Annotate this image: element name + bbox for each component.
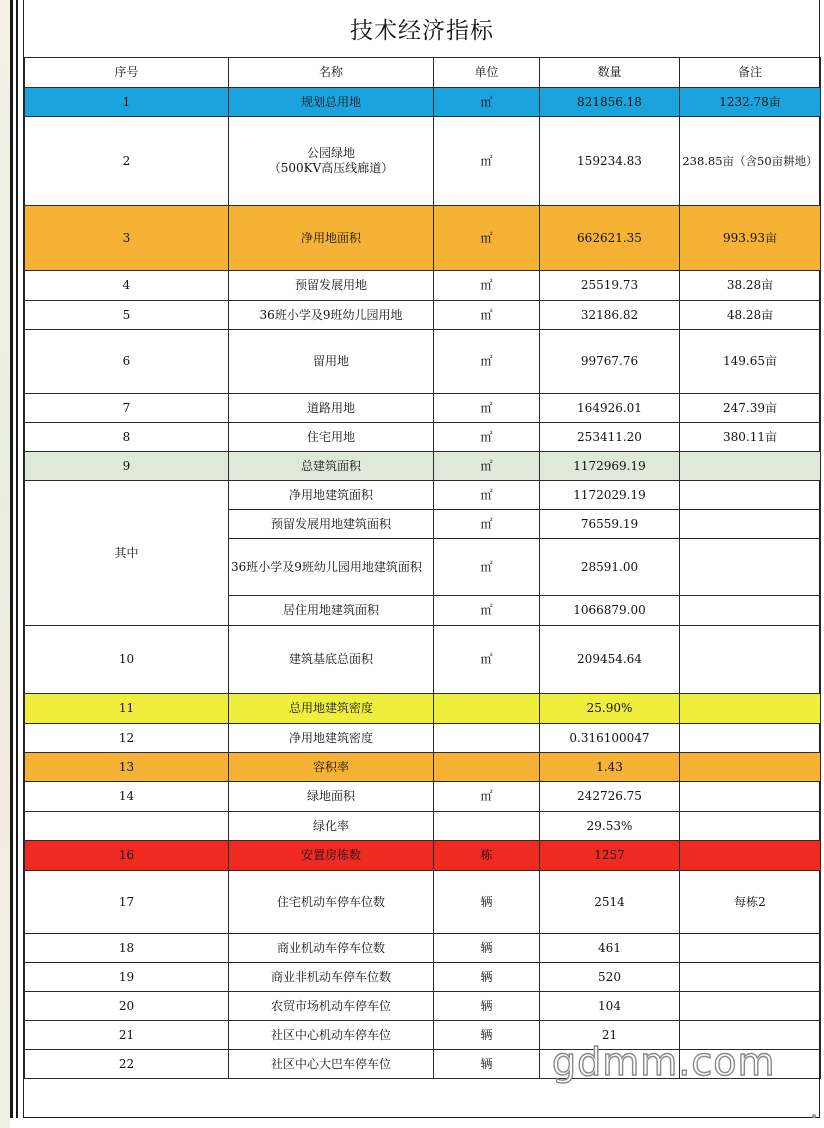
cell-note: 1232.78亩	[680, 88, 821, 117]
cell-qty: 164926.01	[540, 394, 680, 423]
cell-name-line1: 公园绿地	[306, 146, 355, 160]
cell-no: 7	[25, 394, 229, 423]
table-row	[25, 394, 821, 423]
cell-note: 149.65亩	[680, 330, 821, 394]
cell-name: 建筑基底总面积	[229, 626, 434, 694]
cell-name: 社区中心机动车停车位	[229, 1021, 434, 1050]
cell-qty: 25519.73	[540, 271, 680, 301]
cell-qty: 99767.76	[540, 330, 680, 394]
table-row	[25, 694, 821, 724]
cell-note: 38.28亩	[680, 271, 821, 301]
cell-name: 住宅用地	[229, 423, 434, 452]
cell-no: 13	[25, 753, 229, 782]
cell-unit: 辆	[434, 1050, 540, 1079]
cell-no: 3	[25, 206, 229, 271]
cell-name: 居住用地建筑面积	[229, 596, 434, 626]
table-row	[25, 934, 821, 963]
cell-name: 容积率	[229, 753, 434, 782]
cell-note	[680, 992, 821, 1021]
cell-unit: 辆	[434, 992, 540, 1021]
cell-name: 绿地面积	[229, 782, 434, 812]
table-row	[25, 452, 821, 481]
cell-name: 净用地面积	[229, 206, 434, 271]
cell-qty: 1066879.00	[540, 596, 680, 626]
cell-no: 14	[25, 782, 229, 812]
table-row	[25, 753, 821, 782]
cell-qty: 25.90%	[540, 694, 680, 724]
cell-no: 2	[25, 117, 229, 206]
header-row	[25, 58, 821, 88]
cell-name-line2: （500KV高压线廊道）	[268, 161, 394, 175]
cell-name: 绿化率	[229, 812, 434, 841]
cell-qty: 32186.82	[540, 301, 680, 330]
cell-note: 每栋2	[680, 871, 821, 934]
cell-note	[680, 452, 821, 481]
cell-no: 4	[25, 271, 229, 301]
table-row	[25, 301, 821, 330]
cell-unit: 辆	[434, 934, 540, 963]
cell-unit: ㎡	[434, 481, 540, 510]
cell-name: 留用地	[229, 330, 434, 394]
page-title: 技术经济指标	[350, 18, 494, 44]
cell-qty: 1.43	[540, 753, 680, 782]
table-row	[25, 812, 821, 841]
cell-no: 20	[25, 992, 229, 1021]
table-row	[25, 117, 821, 206]
table-row	[25, 271, 821, 301]
header-qty: 数量	[540, 58, 680, 88]
cell-note	[680, 934, 821, 963]
cell-group-label: 其中	[25, 481, 229, 626]
cell-unit	[434, 753, 540, 782]
cell-qty: 0.316100047	[540, 724, 680, 753]
cell-qty: 2514	[540, 871, 680, 934]
cell-qty: 209454.64	[540, 626, 680, 694]
cell-unit: 辆	[434, 871, 540, 934]
cell-qty: 242726.75	[540, 782, 680, 812]
table-row	[25, 330, 821, 394]
cell-qty: 21	[540, 1021, 680, 1050]
header-no: 序号	[25, 58, 229, 88]
cell-no: 5	[25, 301, 229, 330]
cell-unit	[434, 694, 540, 724]
cell-unit: ㎡	[434, 626, 540, 694]
cell-unit: ㎡	[434, 206, 540, 271]
cell-qty: 1172969.19	[540, 452, 680, 481]
cell-qty: 29.53%	[540, 812, 680, 841]
cell-unit: ㎡	[434, 271, 540, 301]
cell-no: 6	[25, 330, 229, 394]
cell-note	[680, 841, 821, 871]
cell-unit	[434, 724, 540, 753]
cell-qty: 1257	[540, 841, 680, 871]
cell-qty: 520	[540, 963, 680, 992]
frame-line-outer	[10, 0, 13, 1118]
cell-unit: ㎡	[434, 452, 540, 481]
cell-name: 预留发展用地	[229, 271, 434, 301]
table-row	[25, 963, 821, 992]
cell-no: 10	[25, 626, 229, 694]
cell-qty: 159234.83	[540, 117, 680, 206]
cell-unit: ㎡	[434, 596, 540, 626]
cell-name: 社区中心大巴车停车位	[229, 1050, 434, 1079]
background-strip	[0, 0, 10, 1128]
table-row	[25, 423, 821, 452]
cell-note	[680, 724, 821, 753]
cell-no: 22	[25, 1050, 229, 1079]
cell-unit: ㎡	[434, 394, 540, 423]
table-row	[25, 88, 821, 117]
cell-note: 247.39亩	[680, 394, 821, 423]
cell-note: 380.11亩	[680, 423, 821, 452]
table-row	[25, 626, 821, 694]
cell-no: 16	[25, 841, 229, 871]
cell-note	[680, 694, 821, 724]
header-unit: 单位	[434, 58, 540, 88]
cell-qty: 461	[540, 934, 680, 963]
cell-no: 1	[25, 88, 229, 117]
corner-mark	[812, 1114, 816, 1118]
cell-note: 993.93亩	[680, 206, 821, 271]
cell-unit: ㎡	[434, 88, 540, 117]
cell-note	[680, 510, 821, 539]
cell-name: 商业非机动车停车位数	[229, 963, 434, 992]
cell-name: 总建筑面积	[229, 452, 434, 481]
cell-unit: 栋	[434, 841, 540, 871]
cell-unit: ㎡	[434, 301, 540, 330]
cell-name	[229, 117, 434, 206]
cell-name: 住宅机动车停车位数	[229, 871, 434, 934]
cell-unit: ㎡	[434, 330, 540, 394]
cell-name: 商业机动车停车位数	[229, 934, 434, 963]
indicator-table	[24, 57, 821, 1079]
cell-note	[680, 596, 821, 626]
cell-name: 总用地建筑密度	[229, 694, 434, 724]
cell-no: 12	[25, 724, 229, 753]
cell-no: 18	[25, 934, 229, 963]
cell-qty: 104	[540, 992, 680, 1021]
cell-no	[25, 812, 229, 841]
cell-no: 17	[25, 871, 229, 934]
cell-note: 48.28亩	[680, 301, 821, 330]
cell-name: 净用地建筑面积	[229, 481, 434, 510]
cell-qty: 821856.18	[540, 88, 680, 117]
cell-no: 19	[25, 963, 229, 992]
cell-qty: 253411.20	[540, 423, 680, 452]
cell-qty: 1172029.19	[540, 481, 680, 510]
cell-note	[680, 539, 821, 596]
cell-name: 净用地建筑密度	[229, 724, 434, 753]
cell-no: 21	[25, 1021, 229, 1050]
cell-name: 36班小学及9班幼儿园用地建筑面积	[229, 539, 434, 596]
cell-unit: 辆	[434, 1021, 540, 1050]
cell-note: 238.85亩（含50亩耕地）	[680, 117, 821, 206]
table-row	[25, 782, 821, 812]
cell-note	[680, 481, 821, 510]
cell-unit: ㎡	[434, 510, 540, 539]
cell-name: 农贸市场机动车停车位	[229, 992, 434, 1021]
cell-name: 预留发展用地建筑面积	[229, 510, 434, 539]
cell-no: 11	[25, 694, 229, 724]
cell-name: 安置房栋数	[229, 841, 434, 871]
cell-unit	[434, 812, 540, 841]
cell-note	[680, 753, 821, 782]
cell-unit: 辆	[434, 963, 540, 992]
cell-unit: ㎡	[434, 117, 540, 206]
table-row	[25, 206, 821, 271]
table-row	[25, 841, 821, 871]
frame-line-inner	[16, 0, 18, 1118]
table-row	[25, 992, 821, 1021]
cell-qty: 662621.35	[540, 206, 680, 271]
cell-unit: ㎡	[434, 539, 540, 596]
cell-no: 8	[25, 423, 229, 452]
cell-note	[680, 963, 821, 992]
cell-unit: ㎡	[434, 782, 540, 812]
header-name: 名称	[229, 58, 434, 88]
cell-name: 36班小学及9班幼儿园用地	[229, 301, 434, 330]
cell-unit: ㎡	[434, 423, 540, 452]
watermark: gdmm.com	[552, 1040, 776, 1084]
cell-note	[680, 626, 821, 694]
cell-qty: 76559.19	[540, 510, 680, 539]
cell-note	[680, 812, 821, 841]
cell-qty: 28591.00	[540, 539, 680, 596]
table-row	[25, 724, 821, 753]
cell-no: 9	[25, 452, 229, 481]
table-row	[25, 481, 821, 510]
header-note: 备注	[680, 58, 821, 88]
cell-name: 道路用地	[229, 394, 434, 423]
cell-name: 规划总用地	[229, 88, 434, 117]
table-row	[25, 871, 821, 934]
cell-note	[680, 782, 821, 812]
